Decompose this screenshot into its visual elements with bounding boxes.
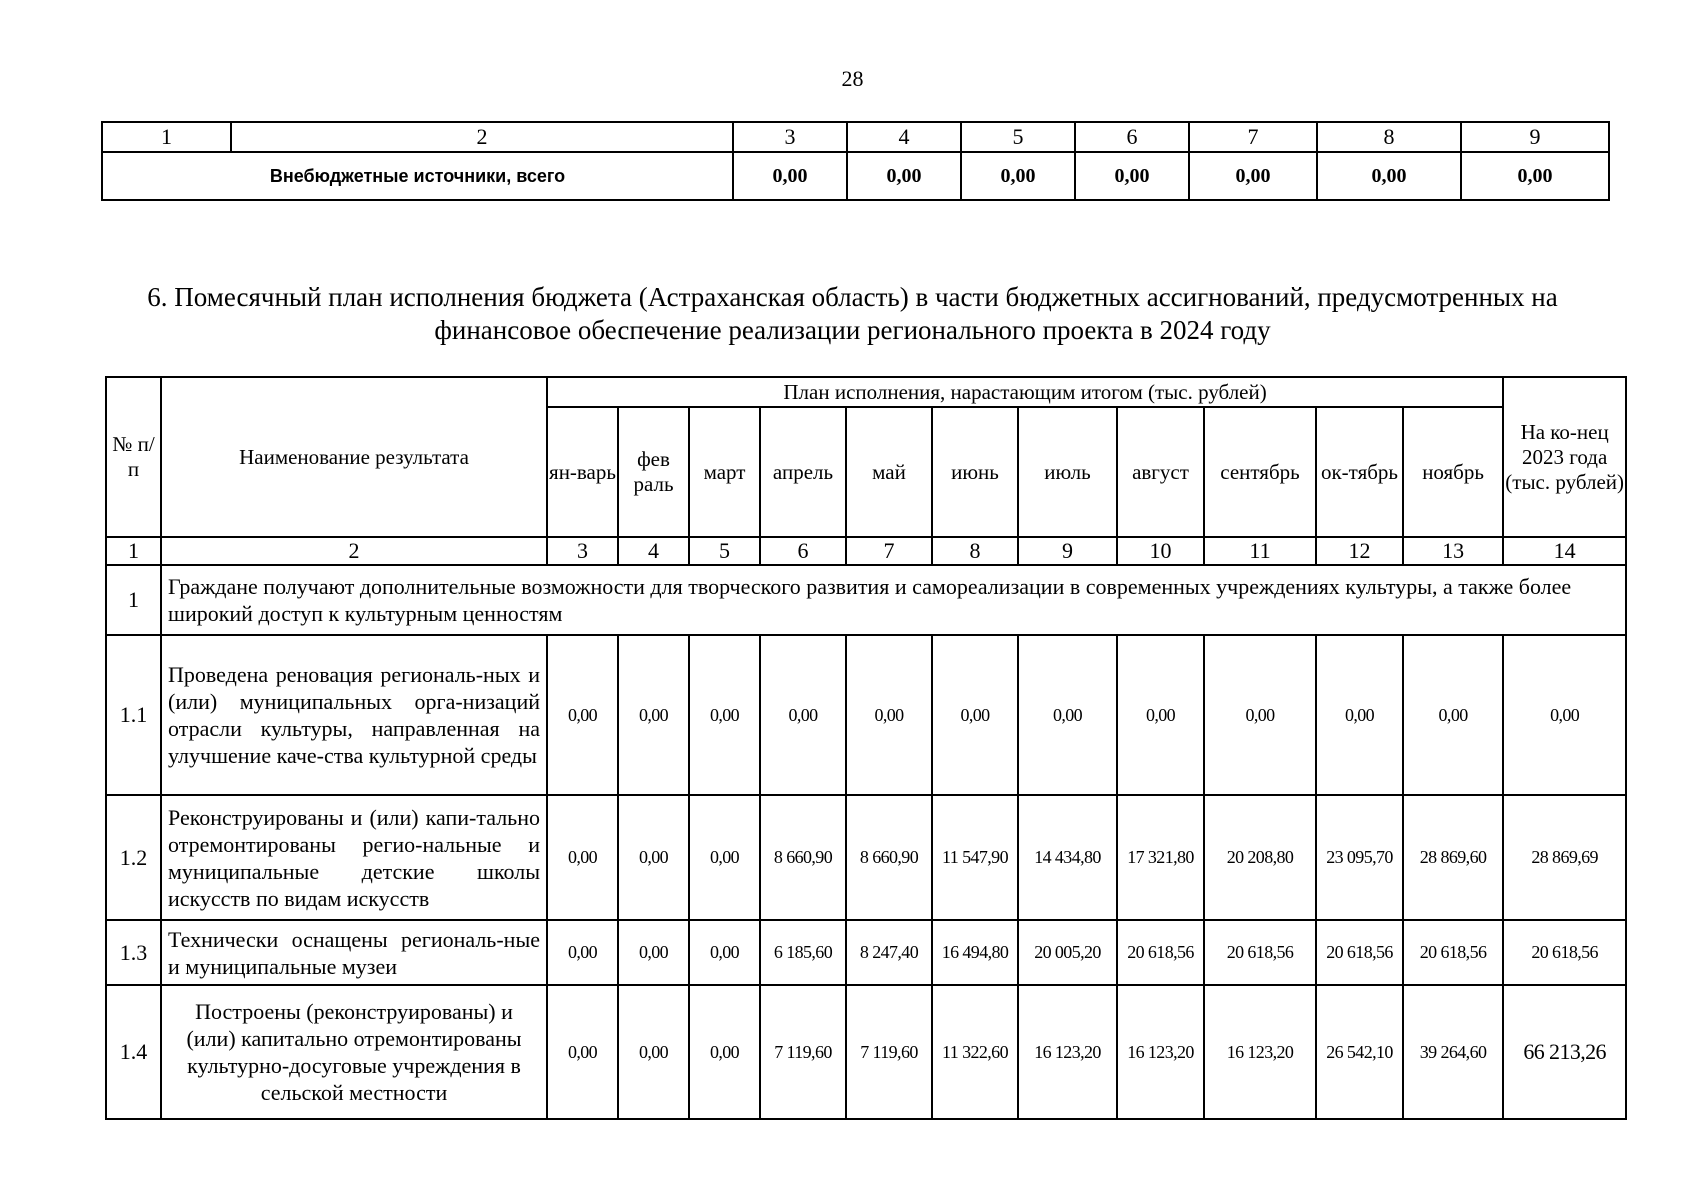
row-number: 1.1	[106, 635, 161, 795]
table-cell: 0,00	[1018, 635, 1117, 795]
col-number: 5	[689, 537, 760, 565]
table-cell: 20 208,80	[1204, 795, 1316, 920]
table-cell: 0,00	[618, 635, 689, 795]
col-number: 13	[1403, 537, 1503, 565]
table-cell: 14 434,80	[1018, 795, 1117, 920]
row-number: 1.4	[106, 985, 161, 1119]
col-header-month: июль	[1018, 407, 1117, 537]
col-header-month: ноябрь	[1403, 407, 1503, 537]
table-cell: 0,00	[618, 920, 689, 985]
table-cell: 0,00	[1117, 635, 1204, 795]
top-table-header-row	[102, 122, 1609, 152]
table-cell: 0,00	[1461, 152, 1609, 200]
col-header-plan-group: План исполнения, нарастающим итогом (тыс. рублей)	[547, 377, 1503, 407]
table-row	[106, 985, 1626, 1119]
table-row	[106, 795, 1626, 920]
top-col-number: 2	[231, 122, 733, 152]
table-cell: 66 213,26	[1503, 985, 1626, 1119]
table-cell: 0,00	[547, 795, 618, 920]
table-cell: 0,00	[689, 635, 760, 795]
table-cell: 16 123,20	[1117, 985, 1204, 1119]
table-cell: 20 618,56	[1117, 920, 1204, 985]
table-cell: 8 660,90	[760, 795, 846, 920]
table-cell: 0,00	[1204, 635, 1316, 795]
table-cell: 20 618,56	[1316, 920, 1403, 985]
table-cell: 0,00	[547, 635, 618, 795]
col-number: 10	[1117, 537, 1204, 565]
table-cell: 0,00	[733, 152, 847, 200]
col-number: 7	[846, 537, 932, 565]
col-number: 6	[760, 537, 846, 565]
col-header-month: август	[1117, 407, 1204, 537]
main-header-row-1	[106, 377, 1626, 407]
result-name: Реконструированы и (или) капи-тально отремонтированы регио-нальные и муниципальные детские школы искусств по видам искусств	[161, 795, 547, 920]
top-col-number: 5	[961, 122, 1075, 152]
row-number: 1.2	[106, 795, 161, 920]
table-cell: 6 185,60	[760, 920, 846, 985]
table-cell: 8 660,90	[846, 795, 932, 920]
table-cell: 0,00	[847, 152, 961, 200]
top-col-number: 6	[1075, 122, 1189, 152]
table-cell: 0,00	[689, 985, 760, 1119]
table-cell: 7 119,60	[846, 985, 932, 1119]
table-cell: 16 494,80	[932, 920, 1018, 985]
table-row	[106, 635, 1626, 795]
table-cell: 0,00	[547, 920, 618, 985]
table-cell: 0,00	[846, 635, 932, 795]
top-col-number: 3	[733, 122, 847, 152]
table-cell: 0,00	[618, 985, 689, 1119]
col-number: 8	[932, 537, 1018, 565]
table-cell: 0,00	[547, 985, 618, 1119]
table-cell: 20 618,56	[1403, 920, 1503, 985]
col-header-end-2023: На ко-нец 2023 года (тыс. рублей)	[1503, 377, 1626, 537]
table-cell: 39 264,60	[1403, 985, 1503, 1119]
table-cell: 0,00	[1075, 152, 1189, 200]
table-cell: 20 618,56	[1503, 920, 1626, 985]
table-cell: 20 005,20	[1018, 920, 1117, 985]
column-number-row	[106, 537, 1626, 565]
col-number: 3	[547, 537, 618, 565]
table-cell: 0,00	[760, 635, 846, 795]
table-cell: 0,00	[1403, 635, 1503, 795]
top-col-number: 1	[102, 122, 231, 152]
table-cell: 0,00	[961, 152, 1075, 200]
top-col-number: 9	[1461, 122, 1609, 152]
col-header-name: Наименование результата	[161, 377, 547, 537]
section-row	[106, 565, 1626, 635]
table-cell: 16 123,20	[1204, 985, 1316, 1119]
table-cell: 28 869,60	[1403, 795, 1503, 920]
extrabudgetary-table	[101, 121, 1610, 201]
extrabudgetary-row	[102, 152, 1609, 200]
table-cell: 0,00	[1316, 635, 1403, 795]
col-number: 4	[618, 537, 689, 565]
col-number: 14	[1503, 537, 1626, 565]
top-col-number: 8	[1317, 122, 1461, 152]
extrabudgetary-label: Внебюджетные источники, всего	[102, 152, 733, 200]
col-number: 2	[161, 537, 547, 565]
col-header-month: июнь	[932, 407, 1018, 537]
table-cell: 26 542,10	[1316, 985, 1403, 1119]
table-cell: 20 618,56	[1204, 920, 1316, 985]
col-number: 1	[106, 537, 161, 565]
result-name: Построены (реконструированы) и (или) капитально отремонтированы культурно-досуговые учреждения в сельской местности	[161, 985, 547, 1119]
table-cell: 7 119,60	[760, 985, 846, 1119]
table-cell: 0,00	[1189, 152, 1317, 200]
table-cell: 0,00	[1503, 635, 1626, 795]
table-cell: 23 095,70	[1316, 795, 1403, 920]
table-cell: 11 322,60	[932, 985, 1018, 1119]
col-header-no: № п/п	[106, 377, 161, 537]
page-number: 28	[841, 66, 864, 91]
table-cell: 8 247,40	[846, 920, 932, 985]
result-name: Технически оснащены региональ-ные и муниципальные музеи	[161, 920, 547, 985]
table-cell: 28 869,69	[1503, 795, 1626, 920]
col-header-month: ян-варь	[547, 407, 618, 537]
table-cell: 0,00	[689, 920, 760, 985]
col-header-month: сентябрь	[1204, 407, 1316, 537]
table-cell: 0,00	[618, 795, 689, 920]
col-header-month: май	[846, 407, 932, 537]
table-cell: 0,00	[689, 795, 760, 920]
table-cell: 16 123,20	[1018, 985, 1117, 1119]
table-cell: 17 321,80	[1117, 795, 1204, 920]
col-header-month: фев раль	[618, 407, 689, 537]
table-row	[106, 920, 1626, 985]
col-number: 9	[1018, 537, 1117, 565]
col-header-month: апрель	[760, 407, 846, 537]
col-header-month: ок-тябрь	[1316, 407, 1403, 537]
top-col-number: 7	[1189, 122, 1317, 152]
col-header-month: март	[689, 407, 760, 537]
table-cell: 0,00	[1317, 152, 1461, 200]
monthly-plan-table	[105, 376, 1627, 1120]
col-number: 12	[1316, 537, 1403, 565]
row-number: 1	[106, 565, 161, 635]
top-col-number: 4	[847, 122, 961, 152]
result-name: Проведена реновация региональ-ных и (или) муниципальных орга-низаций отрасли культуры, направленная на улучшение каче-ства культурной среды	[161, 635, 547, 795]
table-cell: 11 547,90	[932, 795, 1018, 920]
row-number: 1.3	[106, 920, 161, 985]
section-title: 6. Помесячный план исполнения бюджета (Астраханская область) в части бюджетных ассигнований, предусмотренных на финансовое обеспечение реализации регионального проекта в 2024 году	[147, 282, 1558, 345]
section-row-text: Граждане получают дополнительные возможности для творческого развития и самореализации в современных учреждениях культуры, а также более широкий доступ к культурным ценностям	[161, 565, 1626, 635]
col-number: 11	[1204, 537, 1316, 565]
table-cell: 0,00	[932, 635, 1018, 795]
